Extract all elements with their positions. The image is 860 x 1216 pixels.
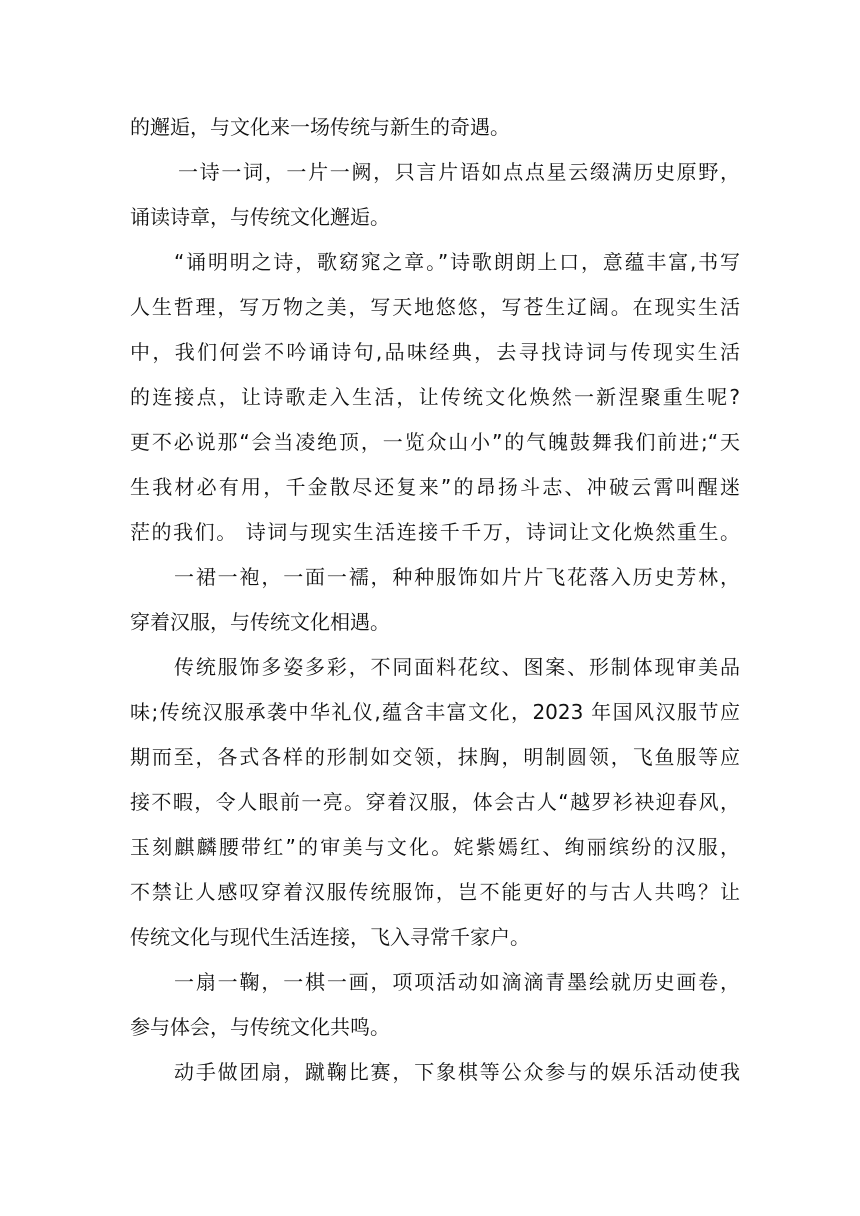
text-line: 生我材必有用，千金散尽还复来”的昂扬斗志、冲破云霄叫醒迷: [130, 475, 740, 499]
text-line: 不禁让人感叹穿着汉服传统服饰，岂不能更好的与古人共鸣？让: [130, 880, 740, 904]
text-line: 参与体会，与传统文化共鸣。: [130, 1015, 390, 1039]
text-line: 诵读诗章，与传统文化邂逅。: [130, 205, 390, 229]
text-line: 味;传统汉服承袭中华礼仪,蕴含丰富文化，2023 年国风汉服节应: [130, 700, 740, 724]
text-line: 中，我们何尝不吟诵诗句,品味经典，去寻找诗词与传现实生活: [130, 340, 740, 364]
text-line: 人生哲理，写万物之美，写天地悠悠，写苍生辽阔。在现实生活: [130, 295, 740, 319]
text-line: 穿着汉服，与传统文化相遇。: [130, 610, 390, 634]
text-line: 一裙一袍，一面一襦，种种服饰如片片飞花落入历史芳林，: [174, 565, 740, 589]
text-line: 动手做团扇，蹴鞠比赛，下象棋等公众参与的娱乐活动使我: [174, 1060, 740, 1084]
text-line: 的邂逅，与文化来一场传统与新生的奇遇。: [130, 115, 510, 139]
text-line: 传统服饰多姿多彩，不同面料花纹、图案、形制体现审美品: [174, 655, 740, 679]
text-line: 玉刻麒麟腰带红”的审美与文化。姹紫嫣红、绚丽缤纷的汉服，: [130, 835, 740, 859]
text-line: 的连接点，让诗歌走入生活，让传统文化焕然一新涅聚重生呢?: [130, 385, 740, 409]
text-line: “诵明明之诗，歌窈窕之章。”诗歌朗朗上口，意蕴丰富,书写: [174, 250, 740, 274]
text-line: 接不暇，令人眼前一亮。穿着汉服，体会古人“越罗衫袂迎春风，: [130, 790, 740, 814]
text-line: 一诗一词，一片一阙，只言片语如点点星云缀满历史原野，: [178, 160, 740, 184]
text-line: 传统文化与现代生活连接，飞入寻常千家户。: [130, 925, 530, 949]
text-line: 期而至，各式各样的形制如交领，抹胸，明制圆领，飞鱼服等应: [130, 745, 740, 769]
text-line: 更不必说那“会当凌绝顶，一览众山小”的气魄鼓舞我们前进;“天: [130, 430, 740, 454]
text-line: 一扇一鞠，一棋一画，项项活动如滴滴青墨绘就历史画卷，: [174, 970, 740, 994]
text-line: 茫的我们。 诗词与现实生活连接千千万，诗词让文化焕然重生。: [130, 520, 740, 544]
